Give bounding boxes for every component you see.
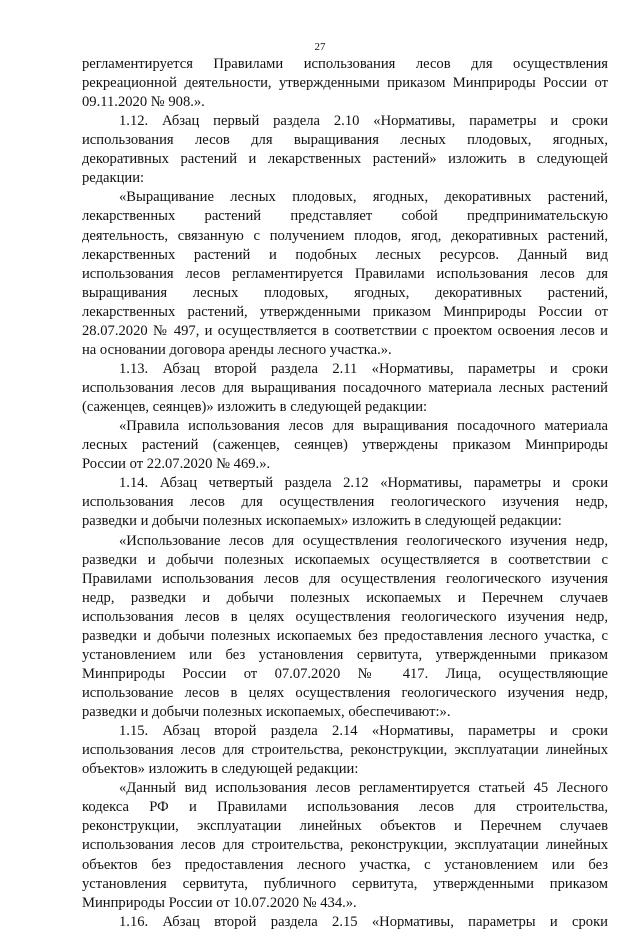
text-line: Правилами использования лесов для осуществления геологического изучения xyxy=(82,570,608,587)
text-line: 1.13. Абзац второй раздела 2.11 «Нормативы, параметры и сроки xyxy=(119,360,608,377)
text-line: использования лесов в целях осуществления геологического изучения недр, xyxy=(82,608,608,625)
text-line: использования лесов для выращивания лесных плодовых, ягодных, xyxy=(82,132,608,149)
text-line: 28.07.2020 № 497, и осуществляется в соответствии с проектом освоения лесов и xyxy=(82,322,608,339)
text-line: использования лесов для осуществления геологического изучения недр, xyxy=(82,494,608,511)
text-line: установления сервитута, публичного сервитута, утвержденными приказом xyxy=(82,875,608,892)
text-line: объектов без предоставления лесного участка, с установлением или без xyxy=(82,856,608,873)
text-line: использование лесов в целях осуществления геологического изучения недр, xyxy=(82,684,608,701)
page-number: 27 xyxy=(314,41,326,53)
text-line: Минприроды России от 10.07.2020 № 434.». xyxy=(82,894,357,911)
text-line: выращивания лесных плодовых, ягодных, декоративных растений, xyxy=(82,284,608,301)
text-line: рекреационной деятельности, утвержденными приказом Минприроды России от xyxy=(82,75,608,92)
text-line: декоративных растений и лекарственных растений» изложить в следующей xyxy=(82,151,608,168)
text-line: 1.15. Абзац второй раздела 2.14 «Нормативы, параметры и сроки xyxy=(119,723,608,740)
text-line: 09.11.2020 № 908.». xyxy=(82,94,205,111)
text-line: (саженцев, сеянцев)» изложить в следующей редакции: xyxy=(82,399,428,416)
text-line: 1.12. Абзац первый раздела 2.10 «Нормативы, параметры и сроки xyxy=(119,113,608,130)
text-line: «Выращивание лесных плодовых, ягодных, декоративных растений, xyxy=(119,189,608,206)
text-line: использования лесов для строительства, реконструкции, эксплуатации линейных xyxy=(82,742,608,759)
text-line: использования лесов регламентируется Правилами использования лесов для xyxy=(82,265,608,282)
text-line: на основании договора аренды лесного участка.». xyxy=(82,341,392,358)
text-line: регламентируется Правилами использования лесов для осуществления xyxy=(82,56,608,72)
text-line: разведки и добычи полезных ископаемых» изложить в следующей редакции: xyxy=(82,513,562,530)
text-line: лекарственных растений представляет собой предпринимательскую xyxy=(82,208,608,225)
text-line: 1.16. Абзац второй раздела 2.15 «Нормативы, параметры и сроки xyxy=(119,913,608,930)
text-line: «Использование лесов для осуществления геологического изучения недр, xyxy=(119,532,608,549)
text-line: лесных растений (саженцев, сеянцев) утверждены приказом Минприроды xyxy=(82,437,608,454)
text-line: кодекса РФ и Правилами использования лесов для строительства, xyxy=(82,799,608,816)
text-line: Минприроды России от 07.07.2020 № 417. Лица, осуществляющие xyxy=(82,665,608,682)
text-line: 1.14. Абзац четвертый раздела 2.12 «Нормативы, параметры и сроки xyxy=(119,475,608,492)
text-line: разведки и добычи полезных ископаемых без предоставления лесного участка, с xyxy=(82,627,608,644)
text-line: объектов» изложить в следующей редакции: xyxy=(82,761,359,778)
text-line: разведки и добычи полезных ископаемых осуществляется в соответствии с xyxy=(82,551,608,568)
text-line: установлением или без установления сервитута, утвержденными приказом xyxy=(82,646,608,663)
text-line: лекарственных растений, утвержденными приказом Минприроды России от xyxy=(82,303,608,320)
text-line: использования лесов для строительства, реконструкции, эксплуатации линейных xyxy=(82,837,608,854)
text-line: «Правила использования лесов для выращивания посадочного материала xyxy=(119,418,608,435)
text-line: реконструкции, эксплуатации линейных объектов и Перечнем случаев xyxy=(82,818,608,835)
text-line: деятельность, связанную с получением плодов, ягод, декоративных растений, xyxy=(82,227,608,244)
text-line: недр, разведки и добычи полезных ископаемых и Перечнем случаев xyxy=(82,589,608,606)
text-line: России от 22.07.2020 № 469.». xyxy=(82,456,271,473)
text-line: лекарственных растений и подобных лесных ресурсов. Данный вид xyxy=(82,246,608,263)
text-line: использования лесов для выращивания посадочного материала лесных растений xyxy=(82,380,608,397)
text-line: «Данный вид использования лесов регламентируется статьей 45 Лесного xyxy=(119,780,608,797)
text-line: разведки и добычи полезных ископаемых, обеспечивают:». xyxy=(82,704,451,721)
text-line: редакции: xyxy=(82,170,145,187)
